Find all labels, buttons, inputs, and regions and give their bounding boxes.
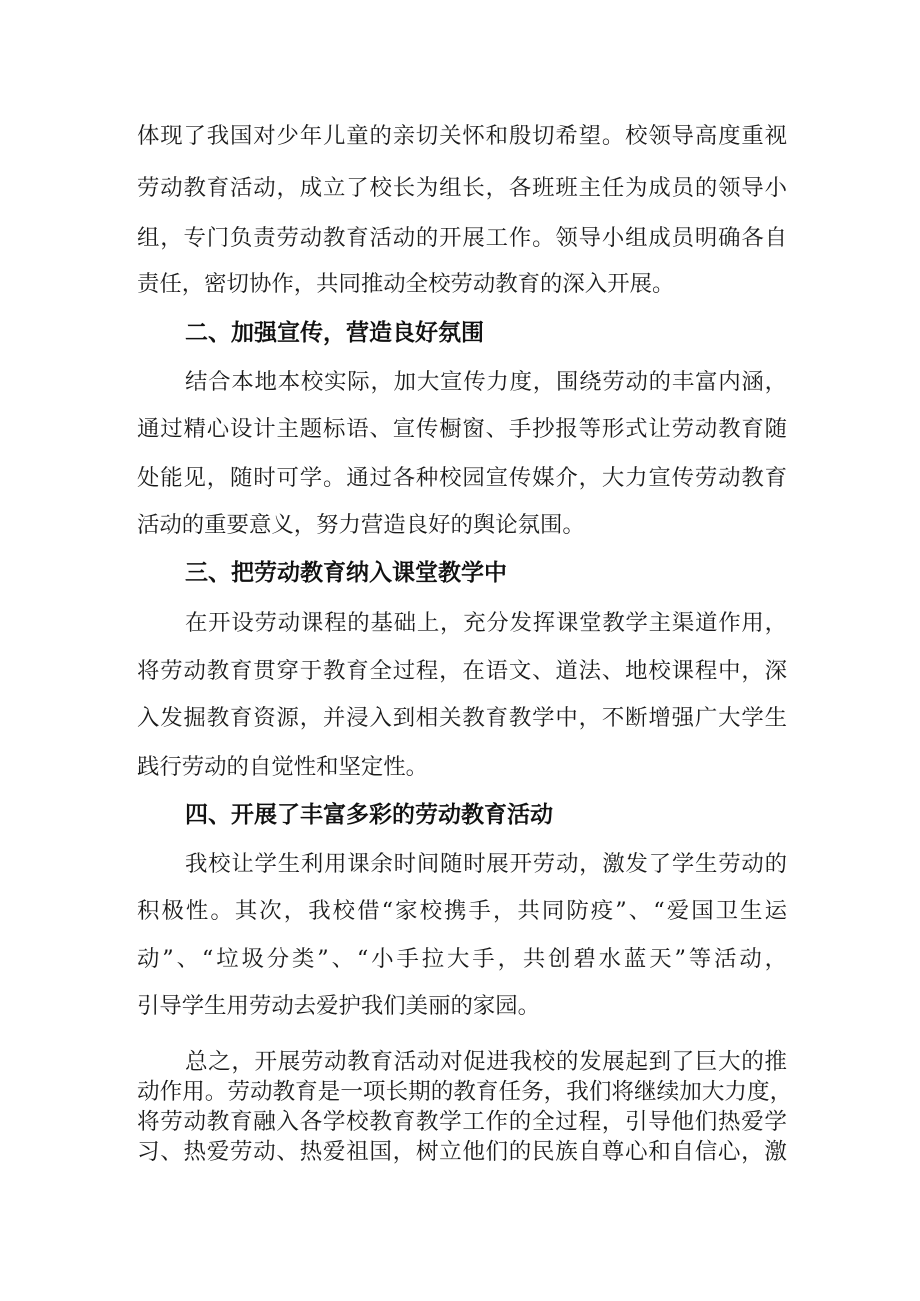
paragraph-line: 将劳动教育贯穿于教育全过程，在语文、道法、地校课程中，深 <box>137 658 787 684</box>
paragraph-line: 活动的重要意义，努力营造良好的舆论氛围。 <box>137 512 585 538</box>
section-heading-2: 二、加强宣传，营造良好氛围 <box>185 320 484 346</box>
paragraph-line: 总之，开展劳动教育活动对促进我校的发展起到了巨大的推 <box>185 1049 787 1075</box>
paragraph-line: 将劳动教育融入各学校教育教学工作的全过程，引导他们热爱学 <box>137 1109 787 1135</box>
paragraph-line: 我校让学生利用课余时间随时展开劳动，激发了学生劳动的 <box>185 851 787 877</box>
paragraph-line: 习、热爱劳动、热爱祖国，树立他们的民族自尊心和自信心，激 <box>137 1139 787 1165</box>
paragraph-line: 践行劳动的自觉性和坚定性。 <box>137 754 429 780</box>
paragraph-line: 引导学生用劳动去爱护我们美丽的家园。 <box>137 993 541 1019</box>
section-heading-4: 四、开展了丰富多彩的劳动教育活动 <box>185 802 553 828</box>
paragraph-line: 体现了我国对少年儿童的亲切关怀和殷切希望。校领导高度重视 <box>137 123 787 149</box>
paragraph-line: 动”、“垃圾分类”、“小手拉大手，共创碧水蓝天”等活动， <box>137 946 787 972</box>
paragraph-line: 结合本地本校实际，加大宣传力度，围绕劳动的丰富内涵， <box>185 369 787 395</box>
paragraph-line: 动作用。劳动教育是一项长期的教育任务，我们将继续加大力度， <box>137 1079 793 1105</box>
paragraph-line: 在开设劳动课程的基础上，充分发挥课堂教学主渠道作用， <box>185 610 787 636</box>
section-heading-3: 三、把劳动教育纳入课堂教学中 <box>185 560 507 586</box>
paragraph-line: 通过精心设计主题标语、宣传橱窗、手抄报等形式让劳动教育随 <box>137 416 787 442</box>
paragraph-line: 积极性。其次，我校借“家校携手，共同防疫”、“爱国卫生运 <box>137 898 787 924</box>
paragraph-line: 劳动教育活动，成立了校长为组长，各班班主任为成员的领导小 <box>137 175 787 201</box>
paragraph-line: 入发掘教育资源，并浸入到相关教育教学中，不断增强广大学生 <box>137 705 787 731</box>
paragraph-line: 责任，密切协作，共同推动全校劳动教育的深入开展。 <box>137 271 675 297</box>
paragraph-line: 处能见，随时可学。通过各种校园宣传媒介，大力宣传劳动教育 <box>137 465 787 491</box>
paragraph-line: 组，专门负责劳动教育活动的开展工作。领导小组成员明确各自 <box>137 225 787 251</box>
